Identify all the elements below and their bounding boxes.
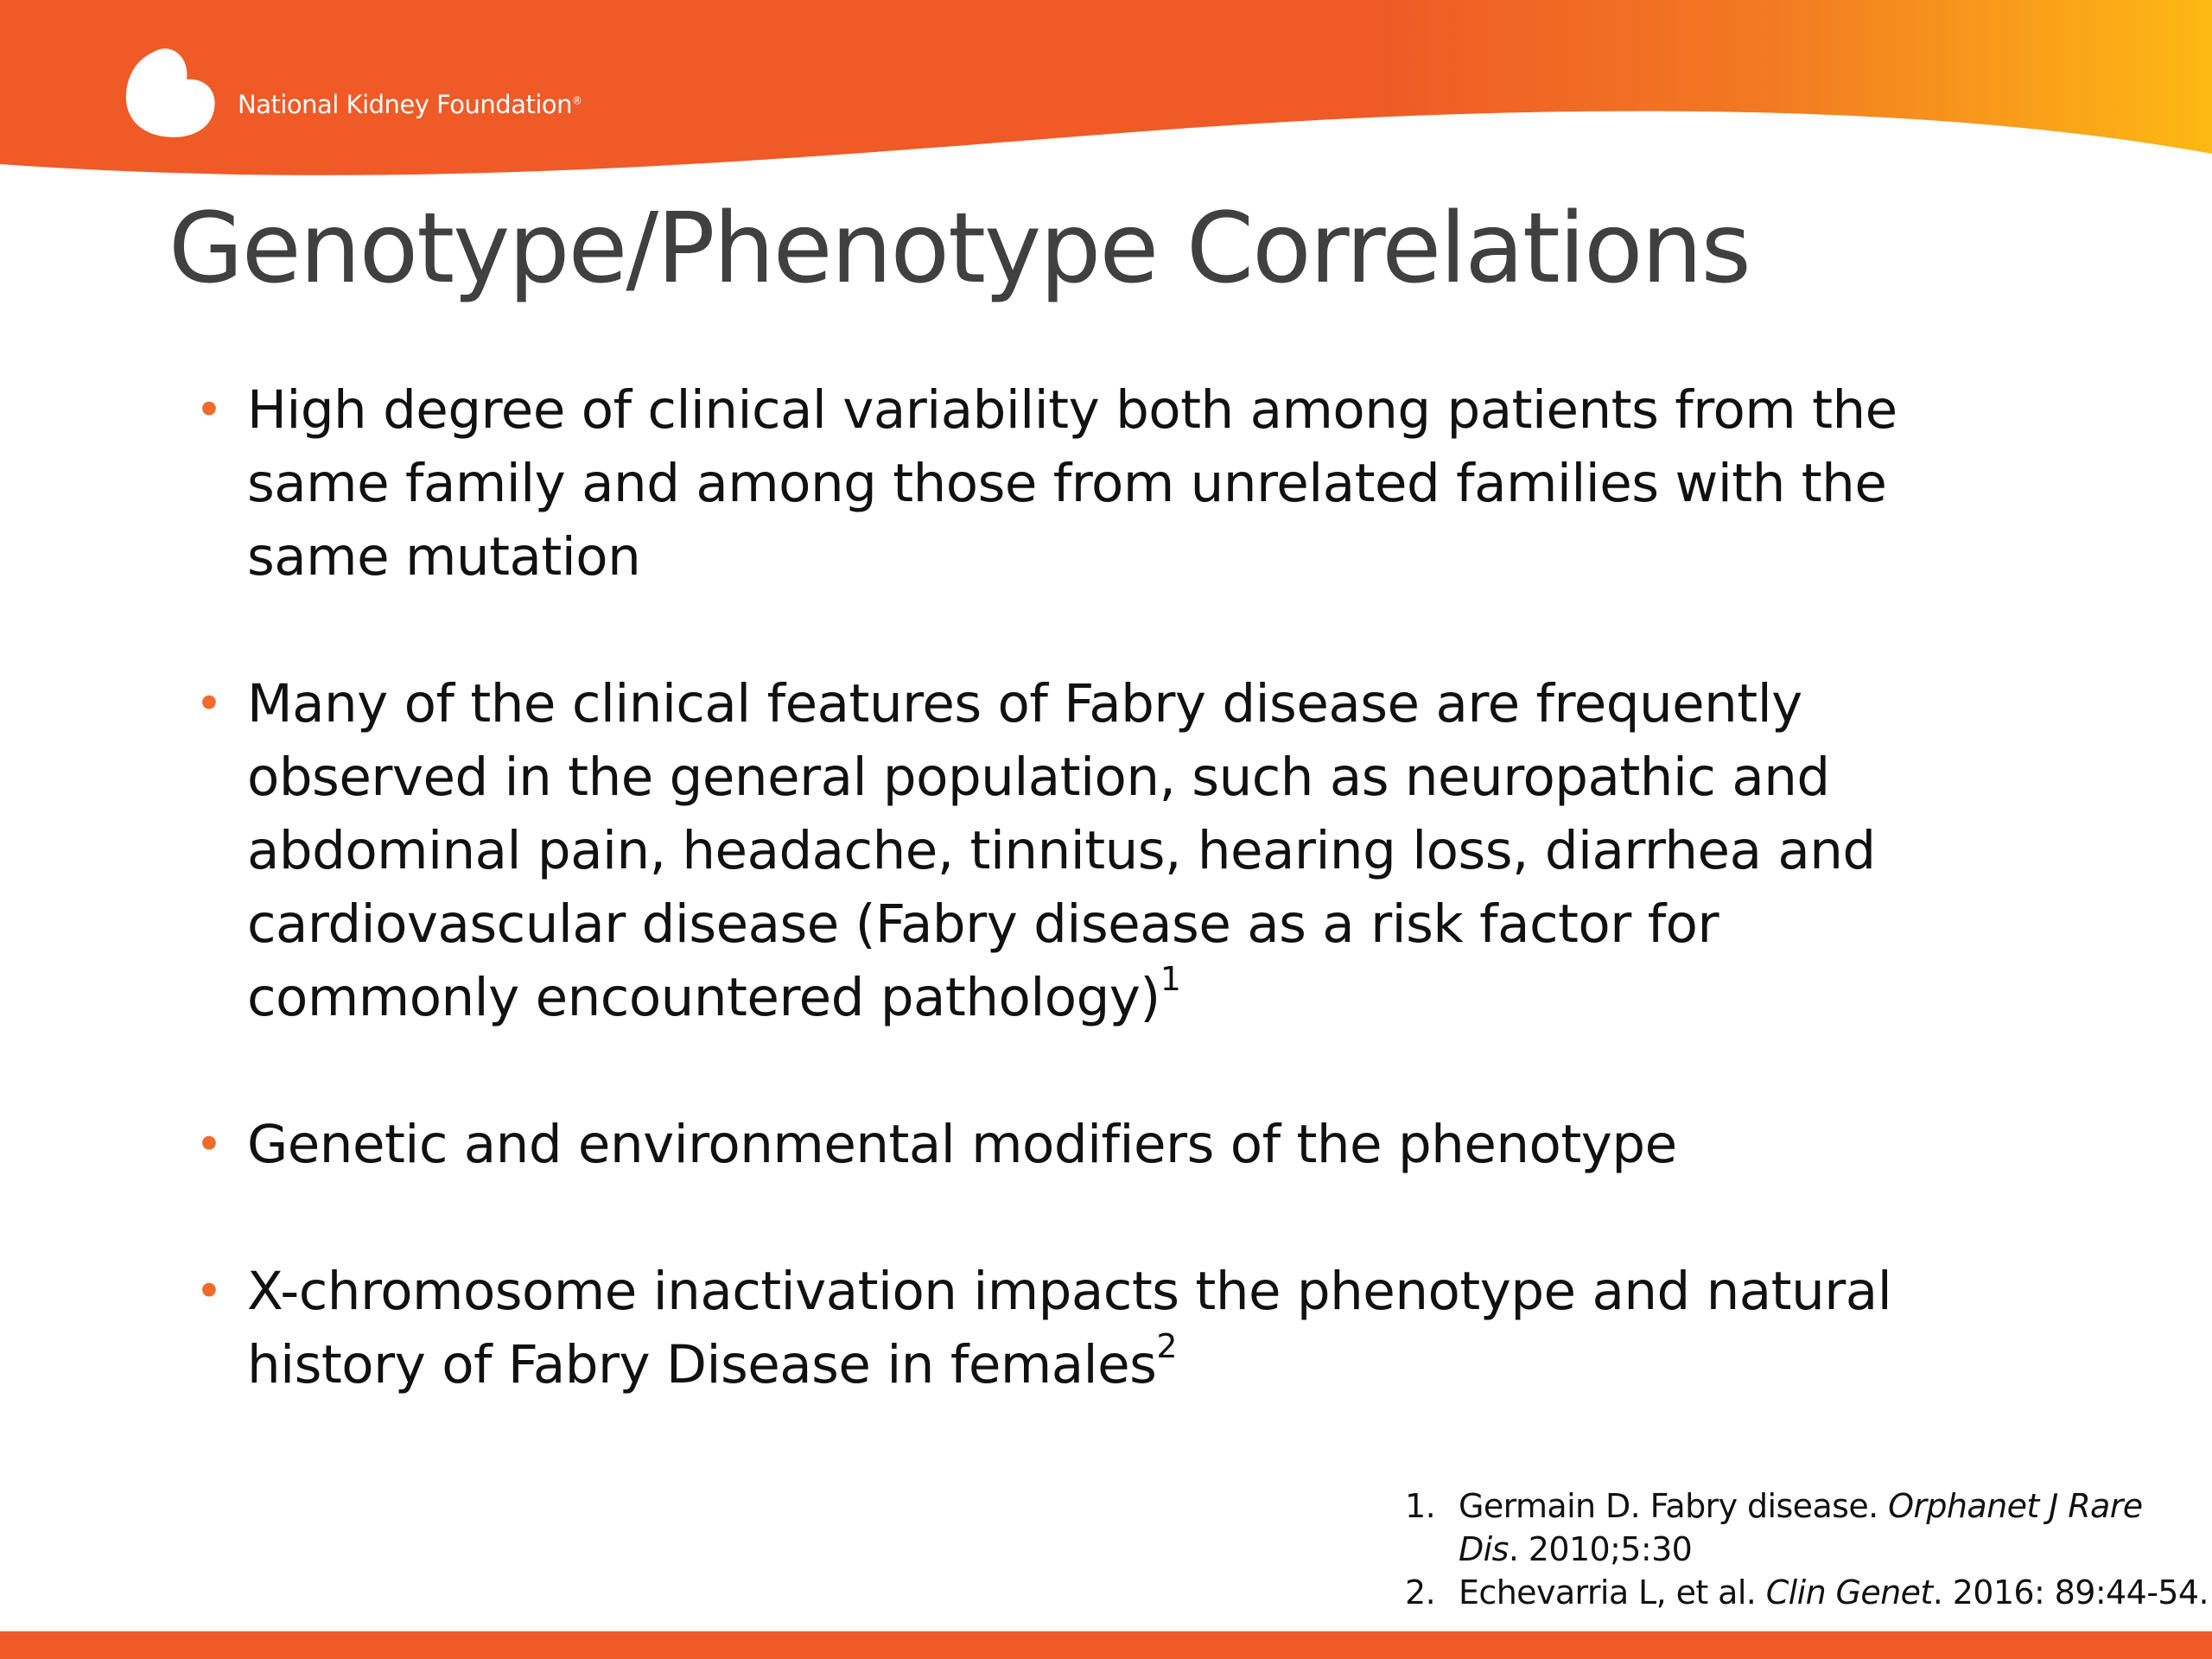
bullet-item	[190, 373, 1970, 594]
bullet-dot-icon: •	[195, 677, 223, 731]
bullet-text-body: Many of the clinical features of Fabry disease are frequently observed in the general population, such as neuropathic and abdominal pain, headache, tinnitus, hearing loss, diarrhea and cardiovascular disease (Fabry disease as a risk factor for commonly encountered pathology)	[247, 673, 1876, 1028]
reference-details: . 2010;5:30	[1508, 1530, 1693, 1568]
reference-journal: Orphanet J Rare Dis	[1459, 1487, 2143, 1568]
reference-number: 2.	[1405, 1573, 1436, 1611]
bullet-text-body: High degree of clinical variability both among patients from the same family and among those from unrelated families with the same mutation	[247, 379, 1897, 588]
bullet-text	[247, 379, 1897, 588]
bullet-dot-icon: •	[195, 1264, 223, 1319]
bullet-text	[247, 1114, 1677, 1175]
kidney-logo-icon	[121, 43, 225, 143]
reference-list	[1396, 1484, 2209, 1614]
bullet-text-body: Genetic and environmental modifiers of the phenotype	[247, 1114, 1677, 1175]
reference-item	[1396, 1571, 2209, 1614]
bullet-item	[190, 667, 1970, 1034]
reference-authors: Echevarria L, et al.	[1459, 1573, 1766, 1611]
bullet-text	[247, 673, 1876, 1028]
footer-bar	[0, 1631, 2212, 1659]
brand-trademark: ®	[572, 94, 582, 107]
bullet-dot-icon: •	[195, 383, 223, 437]
bullet-list	[190, 373, 1970, 1402]
brand-name-text: National Kidney Foundation	[238, 90, 573, 119]
reference-number: 1.	[1405, 1487, 1436, 1525]
bullet-dot-icon: •	[195, 1117, 223, 1172]
reference-authors: Germain D. Fabry disease.	[1459, 1487, 1889, 1525]
reference-item	[1396, 1484, 2209, 1571]
bullet-citation: 1	[1160, 959, 1181, 998]
reference-journal: Clin Genet	[1765, 1573, 1933, 1611]
brand-name	[238, 90, 582, 119]
slide-title: Genotype/Phenotype Correlations	[168, 193, 1750, 305]
bullet-item	[190, 1108, 1970, 1181]
bullet-citation: 2	[1156, 1326, 1178, 1365]
bullet-item	[190, 1255, 1970, 1402]
bullet-text	[247, 1261, 1891, 1395]
header-wave-shape	[0, 0, 2212, 175]
reference-details: . 2016: 89:44-54.	[1932, 1573, 2209, 1611]
bullet-text-body: X-chromosome inactivation impacts the phenotype and natural history of Fabry Disease in females	[247, 1261, 1892, 1395]
